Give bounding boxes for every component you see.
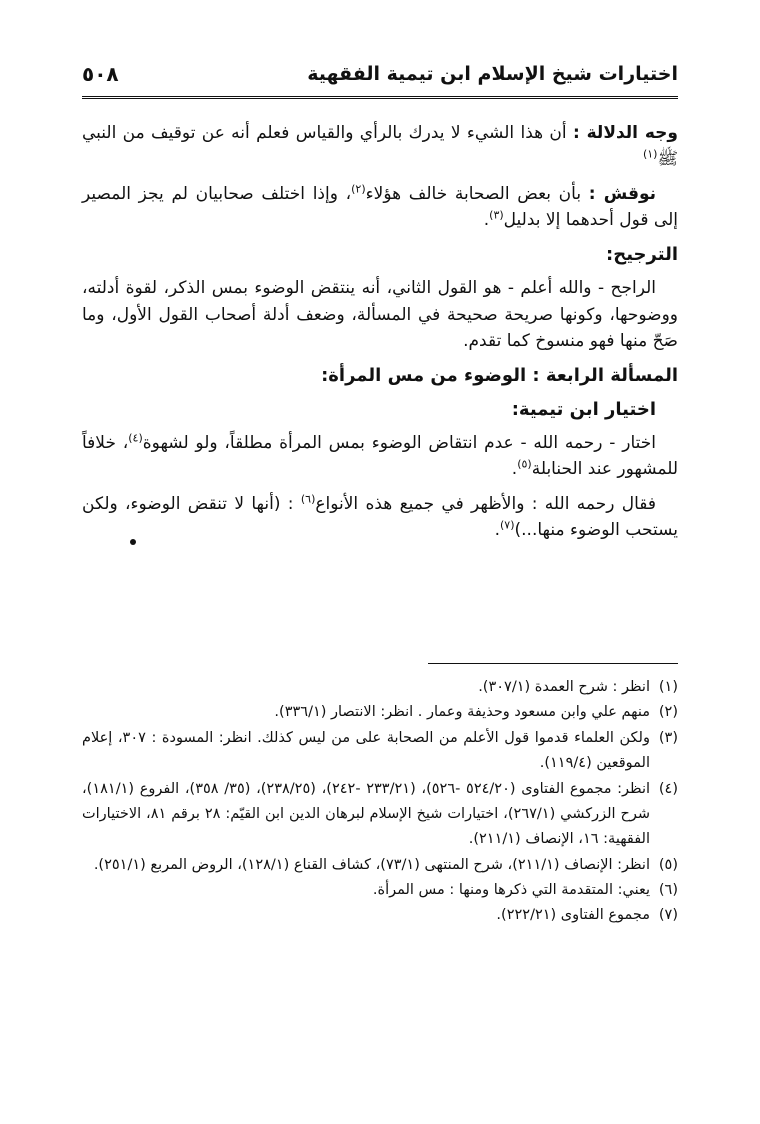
footnote-3 [82,726,678,777]
footnote-ref: (٧) [499,518,515,532]
footnote-1 [82,675,678,700]
paragraph-ikhtiyar [82,430,678,483]
paragraph-end: . [494,520,500,541]
page-header [82,52,678,99]
paragraph-text: فقال رحمه الله : والأظهر في جميع هذه الأنواع [315,493,656,514]
footnote-2 [82,700,678,725]
footnote-ref: (٥) [517,457,532,471]
paragraph-text: ، وإذا اختلف صحابيان لم يجز المصير إلى قول أحدهما إلا بدليل [82,183,678,231]
footnote-separator [428,663,678,664]
section-heading-tarjih: الترجيح: [606,244,678,266]
footnote-7 [82,903,678,928]
footnote-text: انظر: الإنصاف (٢١١/١)، شرح المنتهى (٧٣/١)، كشاف القناع (١٢٨/١)، الروض المربع (٢٥١/١). [93,856,650,873]
footnote-ref: (٦) [300,492,316,506]
footnote-text: ولكن العلماء قدموا قول الأعلم من الصحابة على من ليس كذلك. انظر: المسودة : ٣٠٧، إعلام الموقعين (١١٩/٤). [82,729,650,772]
footnote-number: (٧) [658,907,678,924]
footnote-ref: (١) [642,147,658,161]
footnotes [82,675,678,929]
paragraph-quote [82,491,678,544]
stray-dot-mark [130,539,136,545]
section-heading-masala: المسألة الرابعة : الوضوء من مس المرأة: [321,365,678,387]
main-text [82,120,678,551]
paragraph-end: . [511,459,518,480]
footnote-ref: (٤) [128,431,143,445]
paragraph-nuqish [82,181,678,234]
section-heading-ikhtiyar: اختيار ابن تيمية: [511,399,656,421]
paragraph-lead: نوقش : [588,183,656,204]
footnote-number: (٤) [658,780,678,797]
paragraph-text: ، خلافاً للمشهور عند الحنابلة [82,433,678,480]
footnote-ref: (٣) [489,208,504,222]
footnote-text: منهم علي وابن مسعود وحذيفة وعمار . انظر: الانتصار (٣٣٦/١). [274,704,650,721]
paragraph-lead: وجه الدلالة : [572,123,678,143]
footnote-number: (٢) [658,704,678,721]
footnote-6 [82,878,678,903]
paragraph-tarjih: الراجح - والله أعلم - هو القول الثاني، أنه ينتقض الوضوء بمس الذكر، لقوة أدلته، ووضوحها، وكونها صريحة صحيحة في المسألة، وضعف أدلة أصحاب القول الأول، وما صَحّ منها فهو منسوخ كما تقدم. [82,278,678,351]
footnote-ref: (٢) [351,182,366,196]
running-title: اختيارات شيخ الإسلام ابن تيمية الفقهية [307,63,678,85]
footnote-number: (٣) [658,729,678,746]
footnote-text: مجموع الفتاوى (٢٢٢/٢١). [496,907,650,924]
paragraph-text: : (أنها لا تنقض الوضوء، ولكن يستحب الوضوء منها...) [82,493,678,541]
footnote-5 [82,853,678,878]
paragraph-text: أن هذا الشيء لا يدرك بالرأي والقياس فعلم أنه عن توقيف من النبي ﷺ [82,123,678,170]
footnote-text: انظر: مجموع الفتاوى (٥٢٤/٢٠ -٥٢٦)، (٢٣٣/٢١ -٢٤٢)، (٢٣٨/٢٥)، (٣٥/ ٣٥٨)، الفروع (١٨١/١)، شرح الزركشي (٢٦٧/١)، اختيارات شيخ الإسلام لبرهان الدين ابن القيّم: ٢٨ برقم ٨١، الاختيارات الفقهية: ١٦، الإنصاف (٢١١/١). [82,780,651,848]
footnote-4 [82,777,678,853]
footnote-text: انظر : شرح العمدة (٣٠٧/١). [478,679,650,695]
paragraph-text: اختار - رحمه الله - عدم انتقاض الوضوء بمس المرأة مطلقاً، ولو لشهوة [142,433,656,454]
footnote-number: (٥) [658,856,678,873]
footnote-number: (٦) [658,882,678,898]
paragraph-wajh-aldalala [82,120,678,173]
page-number: ٥٠٨ [82,62,119,86]
paragraph-end: . [483,210,490,231]
footnote-number: (١) [658,679,678,695]
footnote-text: يعني: المتقدمة التي ذكرها ومنها : مس المرأة. [372,882,650,898]
paragraph-text: بأن بعض الصحابة خالف هؤلاء [365,183,589,204]
